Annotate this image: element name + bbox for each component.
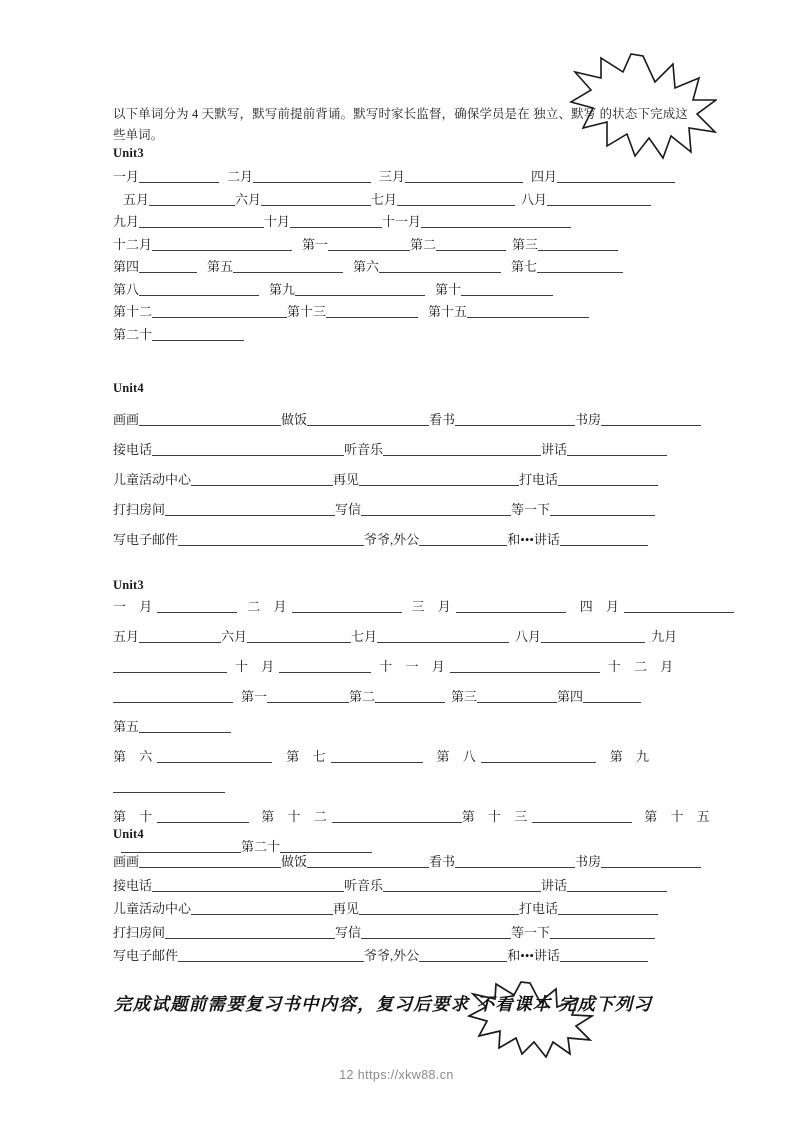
prompt-label: 书房 (575, 412, 602, 427)
prompt-label: 第一 (302, 236, 329, 252)
fill-in-row (113, 435, 675, 465)
prompt-label: 四月 (531, 169, 558, 184)
answer-blank[interactable] (139, 412, 281, 426)
answer-blank[interactable] (152, 442, 344, 456)
unit-heading: Unit3 (113, 146, 144, 160)
prompt-label: 第 十 (113, 809, 158, 824)
prompt-label: 爷爷,外公 (364, 948, 420, 963)
prompt-label: 九月 (113, 214, 140, 229)
answer-blank[interactable] (307, 412, 429, 426)
answer-blank[interactable] (379, 259, 501, 273)
page-footer-watermark: 12 https://xkw88.cn (339, 1068, 454, 1082)
prompt-label: 做饭 (281, 412, 308, 427)
prompt-label: 第 九 (609, 749, 655, 764)
fill-in-row (113, 652, 679, 682)
answer-blank[interactable] (307, 854, 429, 868)
answer-blank[interactable] (455, 412, 575, 426)
fill-in-row (113, 256, 675, 279)
prompt-label: 第 十 二 (261, 809, 332, 824)
prompt-label: 等一下 (511, 924, 551, 940)
answer-blank[interactable] (139, 169, 219, 183)
prompt-label: 九月 (651, 629, 678, 644)
answer-blank[interactable] (295, 282, 425, 296)
answer-blank[interactable] (361, 925, 511, 939)
prompt-label: 二 月 (247, 599, 292, 614)
prompt-label: 十月 (264, 214, 291, 229)
intro-paragraph: 以下单词分为 4 天默写，默写前提前背诵。默写时家长监督，确保学员是在 独立、默写 的状态下完成这些单词。 (113, 107, 688, 143)
prompt-label: 第 六 (113, 749, 158, 764)
fill-in-row (113, 742, 675, 772)
answer-blank[interactable] (139, 259, 197, 273)
prompt-label: 第五 (207, 259, 234, 274)
prompt-label: 第 七 (286, 749, 331, 764)
answer-blank[interactable] (139, 282, 259, 296)
answer-blank[interactable] (332, 809, 462, 823)
answer-blank[interactable] (191, 901, 333, 915)
fill-in-row (113, 525, 675, 555)
answer-blank[interactable] (455, 854, 575, 868)
fill-in-row (113, 772, 675, 802)
answer-blank[interactable] (326, 304, 418, 318)
prompt-label: 看书 (429, 412, 456, 427)
answer-blank[interactable] (567, 878, 667, 892)
unit-heading: Unit4 (113, 381, 144, 395)
fill-in-row (113, 279, 675, 302)
fill-in-block (113, 405, 675, 555)
prompt-label: 七月 (371, 191, 398, 207)
answer-blank[interactable] (359, 901, 519, 915)
answer-blank[interactable] (113, 779, 225, 793)
fill-in-row (113, 301, 675, 324)
prompt-label: 第十五 (428, 304, 468, 319)
answer-blank[interactable] (359, 472, 519, 486)
prompt-label: 打扫房间 (113, 924, 166, 940)
prompt-label: 再见 (333, 472, 360, 487)
prompt-label: 和•••讲话 (507, 948, 560, 963)
fill-in-row (113, 465, 675, 495)
answer-blank[interactable] (361, 502, 511, 516)
prompt-label: 第十 (435, 281, 462, 297)
prompt-label: 第 十 三 (461, 809, 533, 824)
prompt-label: 写电子邮件 (113, 948, 179, 963)
fill-in-row (113, 405, 675, 435)
answer-blank[interactable] (157, 809, 249, 823)
prompt-label: 五月 (123, 191, 150, 207)
answer-blank[interactable] (537, 259, 623, 273)
prompt-label: 听音乐 (344, 877, 384, 893)
answer-blank[interactable] (560, 948, 648, 962)
answer-blank[interactable] (467, 304, 589, 318)
answer-blank[interactable] (261, 192, 371, 206)
prompt-label: 打扫房间 (113, 502, 166, 517)
answer-blank[interactable] (456, 599, 566, 613)
prompt-label: 画画 (113, 854, 140, 869)
prompt-label: 第 八 (436, 749, 481, 764)
prompt-label: 八月 (515, 629, 542, 644)
answer-blank[interactable] (560, 532, 648, 546)
prompt-label: 书房 (575, 854, 602, 869)
fill-in-block (113, 850, 675, 968)
prompt-label: 儿童活动中心 (113, 472, 192, 487)
answer-blank[interactable] (157, 599, 237, 613)
answer-blank[interactable] (583, 689, 641, 703)
prompt-label: 画画 (113, 412, 140, 427)
fill-in-block (113, 166, 675, 346)
answer-blank[interactable] (624, 599, 734, 613)
answer-blank[interactable] (328, 237, 410, 251)
fill-in-row (113, 944, 675, 968)
answer-blank[interactable] (436, 237, 506, 251)
answer-blank[interactable] (267, 689, 349, 703)
answer-blank[interactable] (157, 749, 272, 763)
prompt-label: 做饭 (281, 854, 308, 869)
prompt-label: 十二月 (113, 236, 153, 252)
answer-blank[interactable] (550, 502, 655, 516)
prompt-label: 八月 (521, 191, 548, 207)
prompt-label: 六月 (235, 191, 262, 207)
answer-blank[interactable] (149, 192, 235, 206)
prompt-label: 第三 (512, 236, 539, 252)
answer-blank[interactable] (152, 327, 244, 341)
answer-blank[interactable] (419, 532, 507, 546)
fill-in-block (113, 592, 715, 862)
answer-blank[interactable] (532, 809, 632, 823)
prompt-label: 五月 (113, 629, 140, 644)
answer-blank[interactable] (383, 442, 541, 456)
answer-blank[interactable] (547, 192, 651, 206)
prompt-label: 写电子邮件 (113, 532, 179, 547)
prompt-label: 三 月 (411, 599, 456, 614)
prompt-label: 第二十 (113, 326, 153, 342)
fill-in-row (113, 166, 675, 189)
answer-blank[interactable] (450, 659, 600, 673)
answer-blank[interactable] (461, 282, 553, 296)
fill-in-row (113, 211, 675, 234)
answer-blank[interactable] (557, 169, 675, 183)
answer-blank[interactable] (152, 237, 292, 251)
prompt-label: 第四 (113, 259, 140, 274)
fill-in-row (113, 921, 675, 945)
prompt-label: 十 月 (235, 659, 280, 674)
prompt-label: 第十三 (287, 304, 327, 319)
prompt-label: 讲话 (541, 442, 568, 457)
answer-blank[interactable] (139, 719, 231, 733)
answer-blank[interactable] (139, 629, 221, 643)
prompt-label: 四 月 (579, 599, 625, 614)
prompt-label: 第十二 (113, 304, 153, 319)
unit-heading: Unit4 (113, 827, 144, 841)
fill-in-row (113, 712, 675, 742)
answer-blank[interactable] (567, 442, 667, 456)
prompt-label: 再见 (333, 901, 360, 916)
answer-blank[interactable] (178, 532, 364, 546)
prompt-label: 听音乐 (344, 442, 384, 457)
prompt-label: 十一月 (382, 214, 422, 229)
prompt-label: 接电话 (113, 442, 153, 457)
prompt-label: 看书 (429, 854, 456, 869)
prompt-label: 写信 (335, 502, 362, 517)
answer-blank[interactable] (165, 925, 335, 939)
answer-blank[interactable] (419, 948, 507, 962)
prompt-label: 十 一 月 (379, 659, 450, 674)
fill-in-row (113, 495, 675, 525)
prompt-label: 第二十 (241, 839, 281, 854)
prompt-label: 第二 (349, 689, 376, 704)
answer-blank[interactable] (405, 169, 523, 183)
answer-blank[interactable] (397, 192, 515, 206)
fill-in-row (113, 592, 675, 622)
fill-in-row (113, 874, 675, 898)
prompt-label: 第六 (353, 259, 380, 274)
answer-blank[interactable] (152, 878, 344, 892)
prompt-label: 打电话 (519, 901, 559, 916)
answer-blank[interactable] (541, 629, 645, 643)
fill-in-row (113, 622, 678, 652)
prompt-label: 讲话 (541, 877, 568, 893)
prompt-label: 第九 (269, 281, 296, 297)
prompt-label: 爷爷,外公 (364, 532, 420, 547)
answer-blank[interactable] (178, 948, 364, 962)
answer-blank[interactable] (233, 259, 343, 273)
answer-blank[interactable] (331, 749, 423, 763)
prompt-label: 和•••讲话 (507, 532, 560, 547)
prompt-label: 第 十 五 (644, 809, 715, 824)
answer-blank[interactable] (292, 599, 402, 613)
answer-blank[interactable] (139, 214, 264, 228)
answer-blank[interactable] (601, 854, 701, 868)
unit-heading: Unit3 (113, 578, 144, 592)
prompt-label: 第五 (113, 719, 140, 734)
answer-blank[interactable] (290, 214, 382, 228)
answer-blank[interactable] (550, 925, 655, 939)
answer-blank[interactable] (481, 749, 596, 763)
answer-blank[interactable] (558, 472, 658, 486)
prompt-label: 六月 (221, 629, 248, 644)
prompt-label: 等一下 (511, 502, 551, 517)
fill-in-row (113, 324, 675, 347)
answer-blank[interactable] (139, 854, 281, 868)
prompt-label: 三月 (379, 169, 406, 184)
answer-blank[interactable] (247, 629, 351, 643)
answer-blank[interactable] (375, 689, 445, 703)
prompt-label: 第一 (241, 689, 268, 704)
answer-blank[interactable] (538, 237, 618, 251)
answer-blank[interactable] (601, 412, 701, 426)
prompt-label: 二月 (227, 169, 254, 184)
prompt-label: 第七 (511, 259, 538, 274)
answer-blank[interactable] (253, 169, 371, 183)
fill-in-row (113, 897, 675, 921)
answer-blank[interactable] (377, 629, 509, 643)
answer-blank[interactable] (558, 901, 658, 915)
answer-blank[interactable] (279, 659, 371, 673)
prompt-label: 一月 (113, 169, 140, 184)
prompt-label: 七月 (351, 629, 378, 644)
fill-in-row (113, 234, 675, 257)
prompt-label: 写信 (335, 924, 362, 940)
prompt-label: 第二 (410, 236, 437, 252)
prompt-label: 儿童活动中心 (113, 901, 192, 916)
prompt-label: 打电话 (519, 472, 559, 487)
answer-blank[interactable] (152, 304, 287, 318)
answer-blank[interactable] (191, 472, 333, 486)
prompt-label: 一 月 (113, 599, 158, 614)
prompt-label: 接电话 (113, 877, 153, 893)
answer-blank[interactable] (165, 502, 335, 516)
fill-in-row (113, 682, 675, 712)
answer-blank[interactable] (113, 659, 227, 673)
answer-blank[interactable] (421, 214, 571, 228)
answer-blank[interactable] (113, 689, 233, 703)
prompt-label: 第三 (451, 689, 478, 704)
fill-in-row (113, 189, 675, 212)
review-instruction-note: 完成试题前需要复习书中内容，复习后要求 不看课本 完成下列习 (114, 995, 653, 1015)
fill-in-row (113, 802, 715, 832)
prompt-label: 第八 (113, 281, 140, 297)
fill-in-row (113, 850, 675, 874)
prompt-label: 十 二 月 (607, 659, 679, 674)
prompt-label: 第四 (557, 689, 584, 704)
answer-blank[interactable] (383, 878, 541, 892)
answer-blank[interactable] (477, 689, 557, 703)
